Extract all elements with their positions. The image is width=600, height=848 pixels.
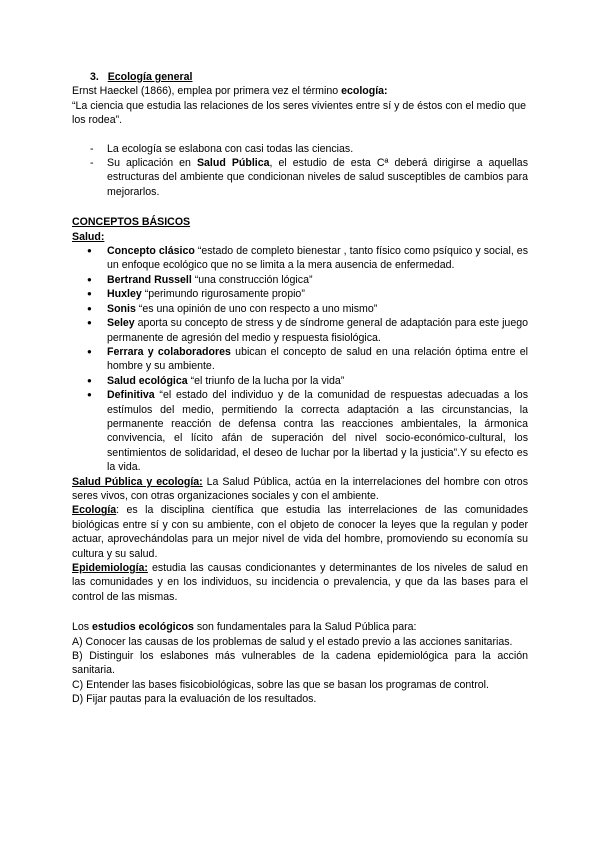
list-item: ● Sonis “es una opinión de uno con respecto a uno mismo” [72, 302, 528, 316]
list-item: A) Conocer las causas de los problemas de salud y el estado previo a las acciones sanitarias. [72, 635, 513, 648]
list-item: ● Concepto clásico “estado de completo bienestar , tanto físico como psíquico y social, es un enfoque ecológico que no se limita a la mera ausencia de enfermedad. [72, 244, 528, 273]
studies-intro: Los estudios ecológicos son fundamentales para la Salud Pública para: [72, 621, 417, 634]
document-page [72, 70, 528, 707]
concepts-heading: CONCEPTOS BÁSICOS [72, 216, 191, 229]
salud-publica-paragraph: Salud Pública y ecología: La Salud Pública, actúa en la interrelaciones del hombre con otros seres vivos, con otras organizaciones sociales y con el ambiente. [72, 475, 528, 502]
list-item: ● Seley aporta su concepto de stress y de síndrome general de adaptación para este juego permanente de agresión del medio y respuesta fisiológica. [72, 316, 528, 345]
list-item: ● Ferrara y colaboradores ubican el concepto de salud en una relación óptima entre el hombre y su ambiente. [72, 345, 528, 374]
list-item: B) Distinguir los eslabones más vulnerables de la cadena epidemiológica para la acción sanitaria. [72, 650, 528, 677]
ecology-dash-list [72, 142, 528, 200]
list-item: D) Fijar pautas para la evaluación de los resultados. [72, 693, 317, 706]
ecology-definition: “La ciencia que estudia las relaciones de los seres vivientes entre sí y de éstos con el medio que los rodea”. [72, 99, 527, 127]
haeckel-intro [72, 84, 528, 98]
intro-prefix: Ernst Haeckel (1866), emplea por primera vez el término [72, 85, 342, 98]
list-item: ● Definitiva “el estado del individuo y de la comunidad de respuestas adecuadas a los estímulos del medio, permitiendo la correcta adaptación a las circunstancias, la permanente reacción de defensa contra las reacciones ambientales, la ármonica convivencia, el lícito afán de superación del nivel socio-económico-cultural, los sentimientos de solidaridad, el deseo de luchar por la libertad y la justicia”.Y su efecto es la vida. [72, 388, 528, 474]
dash-item: - Su aplicación en Salud Pública, el estudio de esta Cª deberá dirigirse a aquellas estructuras del ambiente que condicionan niveles de salud susceptibles de cambios para mejorarlos. [72, 156, 528, 199]
list-item: ● Bertrand Russell “una construcción lógica” [72, 273, 528, 287]
dash-item: - La ecología se eslabona con casi todas las ciencias. [72, 142, 528, 156]
section-number: 3. [90, 71, 99, 83]
section-title: Ecología general [107, 71, 193, 83]
salud-bullet-list [72, 244, 528, 475]
list-item: ● Huxley “perimundo rigurosamente propio” [72, 287, 528, 301]
epidemiologia-paragraph: Epidemiología: estudia las causas condicionantes y determinantes de los niveles de salud en las comunidades y en los individuos, su incidencia o prevalencia, y que da las bases para el control de las mismas. [72, 562, 528, 603]
studies-list [72, 635, 528, 707]
salud-label: Salud: [72, 230, 105, 243]
ecologia-paragraph: Ecología: es la disciplina científica que estudia las interrelaciones de las comunidades biológicas entre sí y con su ambiente, con el objeto de conocer la leyes que la regulan y poder actuar, aprovechándolas para un mejor nivel de vida del hombre, promoviendo su economía su cultura y su salud. [72, 504, 528, 560]
section-heading [72, 70, 528, 84]
list-item: C) Entender las bases fisicobiológicas, sobre las que se basan los programas de control. [72, 678, 489, 691]
list-item: ● Salud ecológica “el triunfo de la lucha por la vida” [72, 374, 528, 388]
intro-term: ecología: [341, 85, 388, 98]
